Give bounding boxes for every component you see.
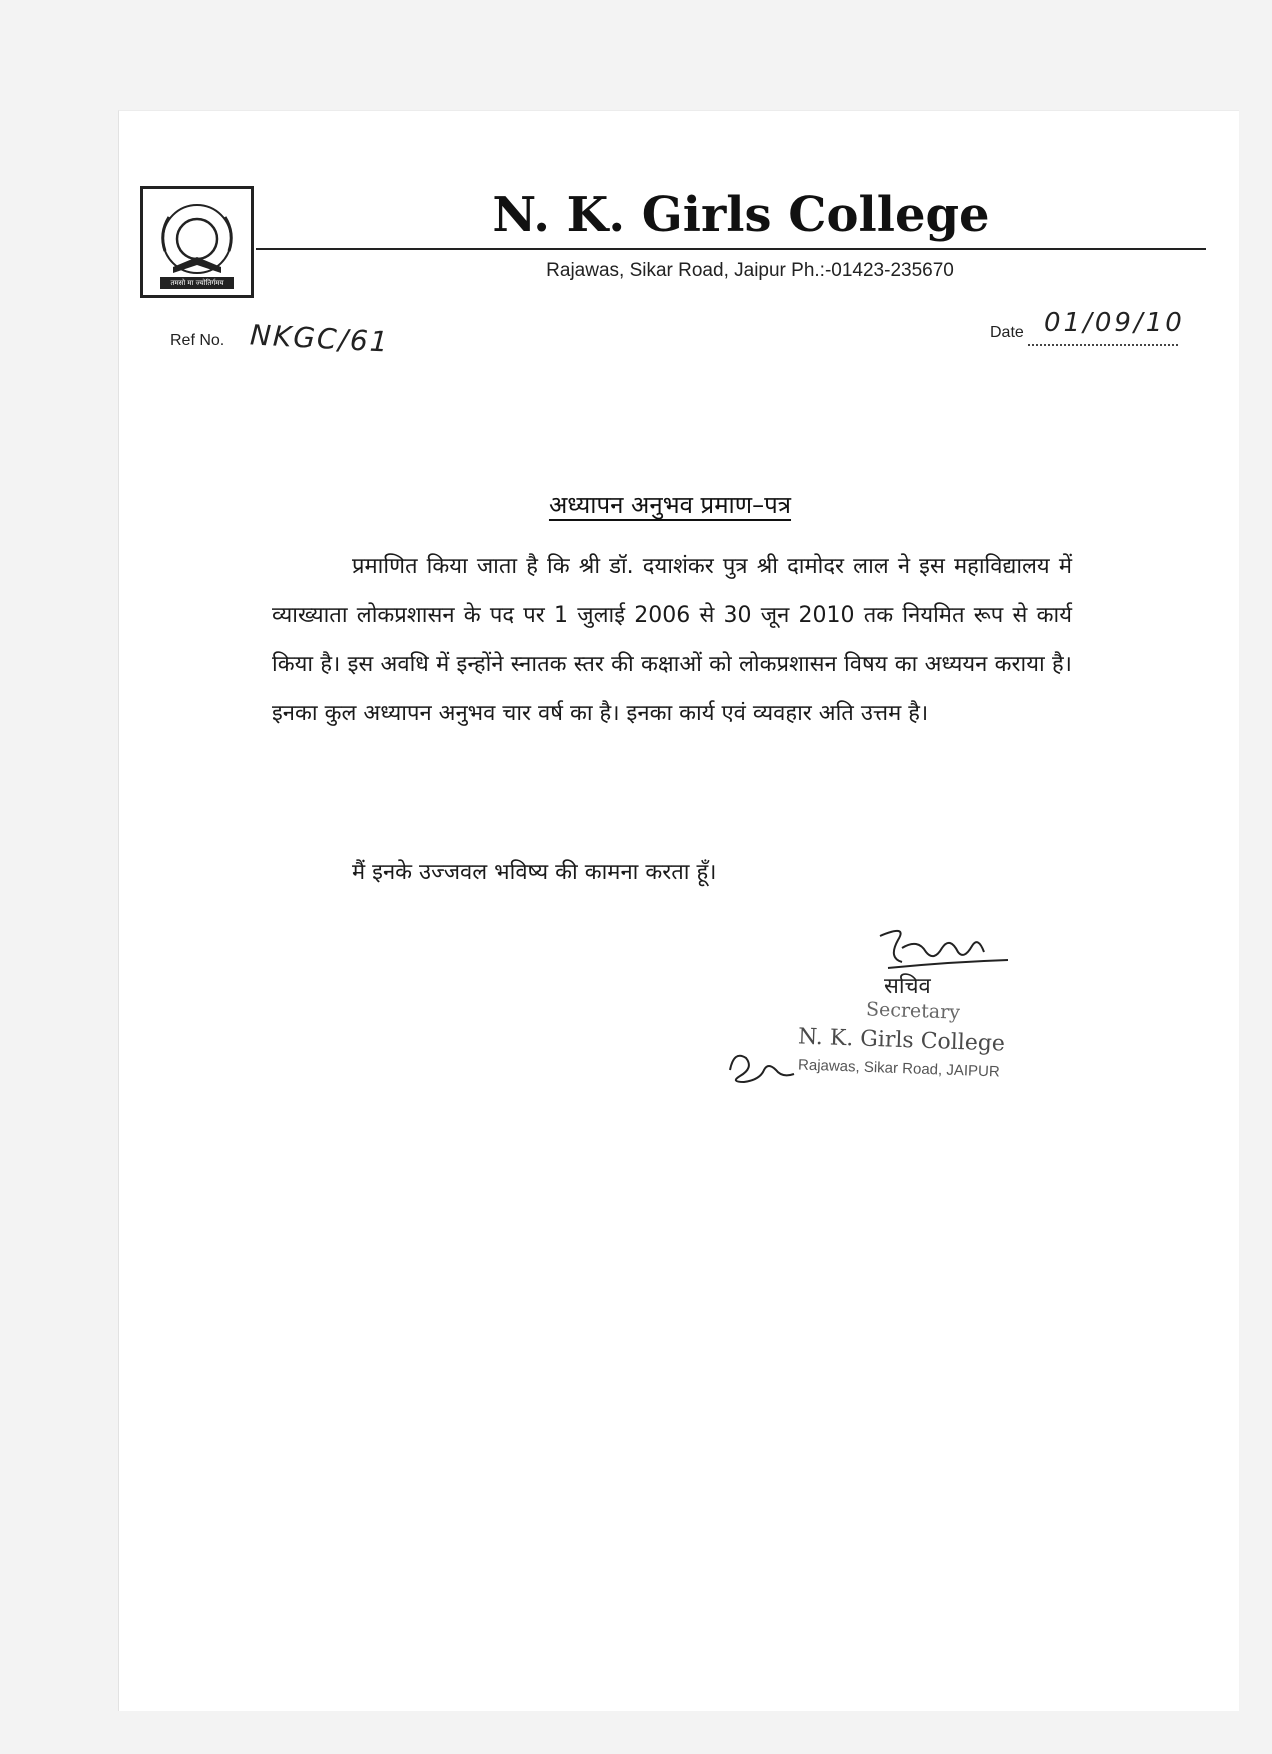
handwritten-signature (868, 918, 1018, 978)
stamp-designation: Secretary (865, 998, 961, 1024)
logo-motto: तमसो मा ज्योतिर्गमय (160, 277, 234, 289)
certificate-title: अध्यापन अनुभव प्रमाण–पत्र (548, 491, 792, 519)
certificate-body: प्रमाणित किया जाता है कि श्री डॉ. दयाशंकर पुत्र श्री दामोदर लाल ने इस महाविद्यालय में व्याख्याता लोकप्रशासन के पद पर 1 जुलाई 2006 से 30 जून 2010 तक नियमित रूप से कार्य किया है। इस अवधि में इन्होंने स्नातक स्तर की कक्षाओं को लोकप्रशासन विषय का अध्ययन कराया है। इनका कुल अध्यापन अनुभव चार वर्ष का है। इनका कार्य एवं व्यवहार अति उत्तम है। (272, 554, 1072, 726)
designation-hindi: सचिव (884, 974, 931, 999)
college-logo (140, 186, 254, 298)
handwritten-initials (720, 1040, 800, 1090)
date-value: 01/09/10 (1044, 308, 1185, 338)
college-address: Rajawas, Sikar Road, Jaipur Ph.:-01423-235670 (546, 260, 954, 281)
header-divider (256, 248, 1206, 250)
closing-line: मैं इनके उज्जवल भविष्य की कामना करता हूँ। (352, 860, 717, 885)
ref-label: Ref No. (170, 332, 225, 349)
college-name: N. K. Girls College (492, 187, 990, 243)
ref-number: NKGC/61 (249, 318, 391, 359)
stamp-college-name: N. K. Girls College (797, 1024, 1006, 1057)
stamp-address: Rajawas, Sikar Road, JAIPUR (797, 1056, 1000, 1081)
date-label: Date (990, 324, 1024, 341)
